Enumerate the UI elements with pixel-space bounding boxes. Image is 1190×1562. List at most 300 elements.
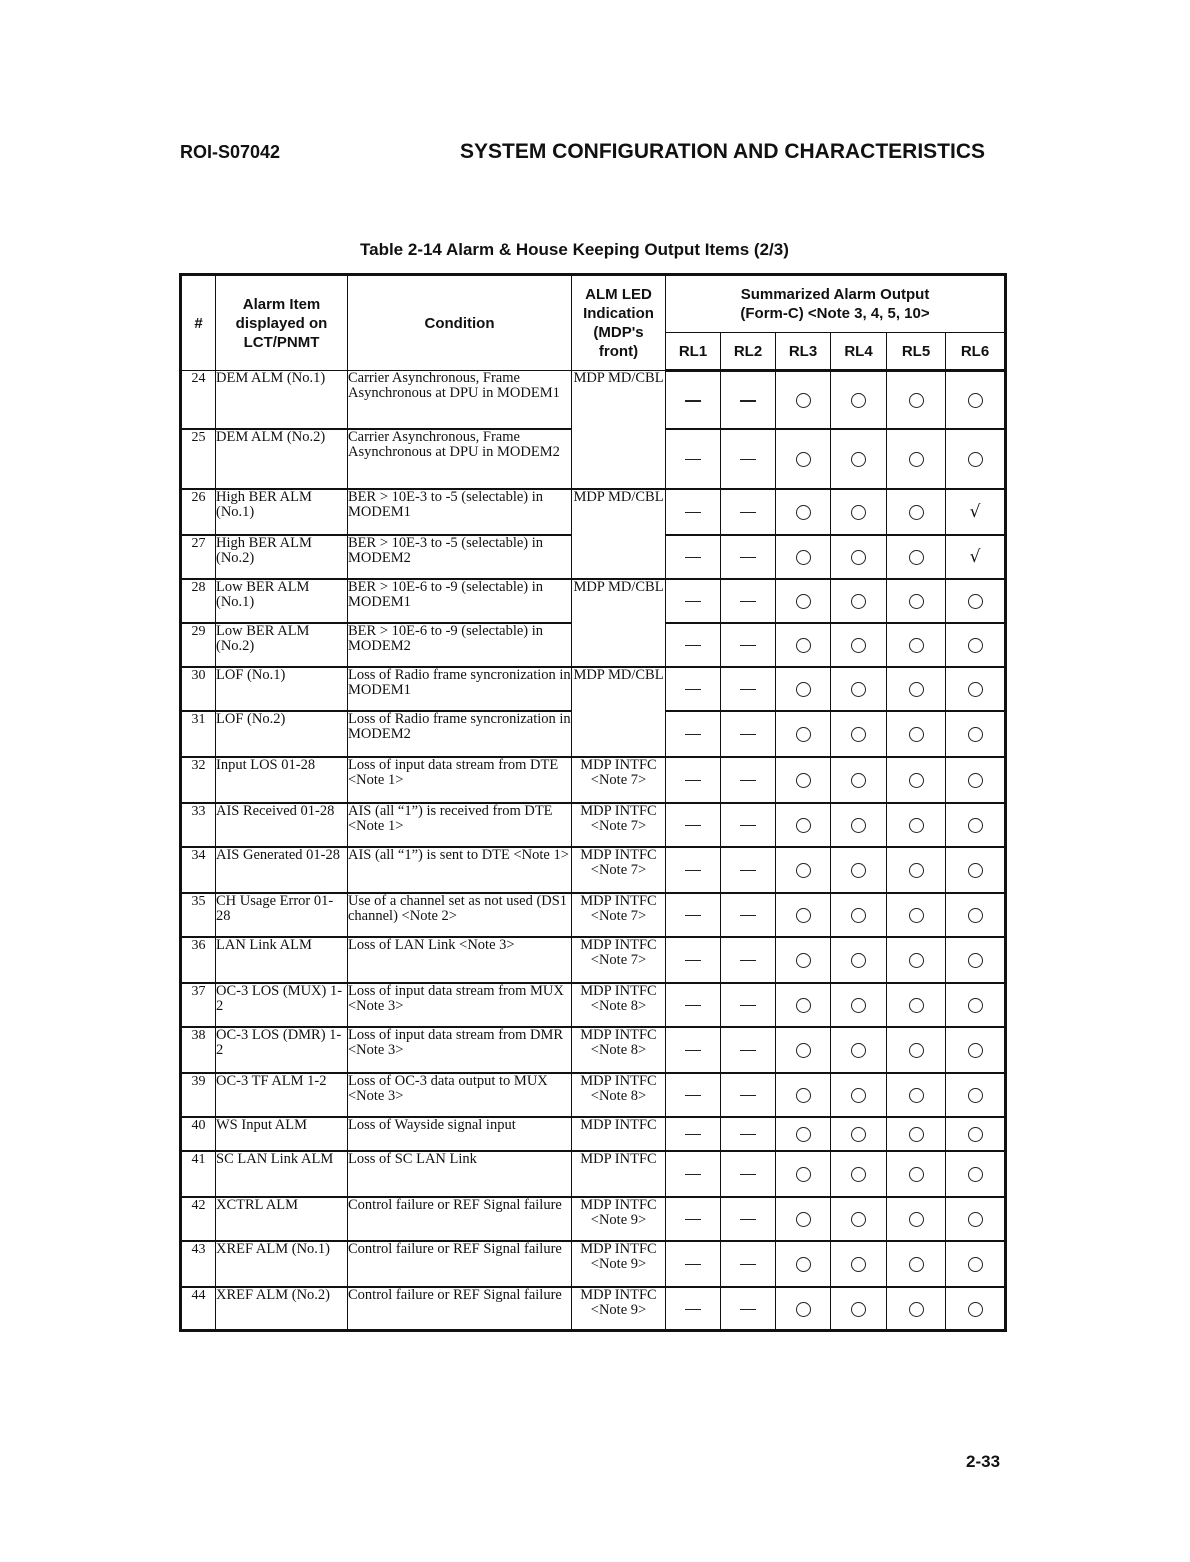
relay-cell-rl4	[831, 535, 887, 579]
relay-cell-rl2	[721, 847, 776, 893]
relay-cell-rl1	[666, 371, 721, 429]
relay-cell-rl5	[887, 1073, 946, 1117]
circle-mark	[968, 638, 983, 653]
relay-cell-rl2	[721, 1117, 776, 1151]
table-row	[181, 371, 1006, 429]
relay-cell-rl6	[946, 1117, 1006, 1151]
table-row	[181, 847, 1006, 893]
relay-cell-rl2	[721, 1027, 776, 1073]
circle-mark	[851, 953, 866, 968]
circle-mark	[909, 1127, 924, 1142]
relay-cell-rl2	[721, 371, 776, 429]
relay-cell-rl2	[721, 535, 776, 579]
relay-cell-rl3	[776, 489, 831, 535]
table-body	[181, 371, 1006, 1331]
circle-mark	[796, 953, 811, 968]
circle-mark	[968, 452, 983, 467]
relay-cell-rl6	[946, 579, 1006, 623]
dash-mark	[740, 459, 756, 461]
row-number: 25	[181, 429, 216, 489]
table-row	[181, 579, 1006, 623]
table-caption: Table 2-14 Alarm & House Keeping Output Items (2/3)	[360, 240, 789, 259]
dash-mark	[740, 915, 756, 917]
circle-mark	[968, 998, 983, 1013]
relay-cell-rl1	[666, 667, 721, 711]
row-number: 26	[181, 489, 216, 535]
dash-mark	[685, 915, 701, 917]
relay-cell-rl1	[666, 1287, 721, 1331]
alarm-condition: Control failure or REF Signal failure	[348, 1197, 572, 1241]
relay-cell-rl2	[721, 757, 776, 803]
circle-mark	[909, 1257, 924, 1272]
table-row	[181, 1117, 1006, 1151]
relay-cell-rl1	[666, 1241, 721, 1287]
circle-mark	[796, 727, 811, 742]
relay-cell-rl1	[666, 847, 721, 893]
relay-cell-rl1	[666, 803, 721, 847]
relay-cell-rl4	[831, 371, 887, 429]
table-row	[181, 1241, 1006, 1287]
circle-mark	[796, 908, 811, 923]
circle-mark	[909, 727, 924, 742]
row-number: 37	[181, 983, 216, 1027]
alarm-item: LOF (No.2)	[216, 711, 348, 757]
dash-mark	[685, 512, 701, 514]
circle-mark	[796, 505, 811, 520]
dash-mark	[685, 1264, 701, 1266]
relay-cell-rl6	[946, 1287, 1006, 1331]
column-header-rl3: RL3	[776, 333, 831, 371]
circle-mark	[796, 1167, 811, 1182]
column-header-num: #	[181, 275, 216, 371]
alarm-item: OC-3 LOS (DMR) 1-2	[216, 1027, 348, 1073]
relay-cell-rl3	[776, 711, 831, 757]
relay-cell-rl3	[776, 667, 831, 711]
circle-mark	[796, 1127, 811, 1142]
relay-cell-rl6	[946, 757, 1006, 803]
led-indication: MDP INTFC <Note 7>	[572, 893, 666, 937]
table-row	[181, 1151, 1006, 1197]
column-header-led: ALM LED Indication (MDP's front)	[572, 275, 666, 371]
row-number: 29	[181, 623, 216, 667]
relay-cell-rl1	[666, 1073, 721, 1117]
relay-cell-rl2	[721, 983, 776, 1027]
alarm-item: Input LOS 01-28	[216, 757, 348, 803]
dash-mark	[740, 1005, 756, 1007]
circle-mark	[796, 1302, 811, 1317]
circle-mark	[909, 393, 924, 408]
circle-mark	[851, 908, 866, 923]
dash-mark	[685, 1005, 701, 1007]
column-header-item: Alarm Item displayed on LCT/PNMT	[216, 275, 348, 371]
relay-cell-rl3	[776, 1117, 831, 1151]
dash-mark	[740, 1134, 756, 1136]
dash-mark	[740, 1174, 756, 1176]
alarm-item: AIS Generated 01-28	[216, 847, 348, 893]
alarm-condition: Loss of input data stream from DTE <Note 1>	[348, 757, 572, 803]
row-number: 43	[181, 1241, 216, 1287]
circle-mark	[851, 452, 866, 467]
relay-cell-rl1	[666, 429, 721, 489]
circle-mark	[851, 594, 866, 609]
relay-cell-rl5	[887, 371, 946, 429]
relay-cell-rl4	[831, 893, 887, 937]
dash-mark	[685, 734, 701, 736]
alarm-condition: Loss of Wayside signal input	[348, 1117, 572, 1151]
dash-mark	[685, 825, 701, 827]
led-indication: MDP INTFC <Note 7>	[572, 847, 666, 893]
alarm-item: AIS Received 01-28	[216, 803, 348, 847]
circle-mark	[796, 1043, 811, 1058]
alarm-condition: Loss of Radio frame syncronization in MODEM2	[348, 711, 572, 757]
circle-mark	[968, 1302, 983, 1317]
relay-cell-rl2	[721, 937, 776, 983]
circle-mark	[796, 863, 811, 878]
relay-cell-rl1	[666, 1117, 721, 1151]
relay-cell-rl2	[721, 623, 776, 667]
table-row	[181, 983, 1006, 1027]
alarm-item: SC LAN Link ALM	[216, 1151, 348, 1197]
circle-mark	[796, 638, 811, 653]
led-indication: MDP INTFC <Note 9>	[572, 1241, 666, 1287]
relay-cell-rl6	[946, 667, 1006, 711]
alarm-item: OC-3 TF ALM 1-2	[216, 1073, 348, 1117]
alarm-item: LOF (No.1)	[216, 667, 348, 711]
relay-cell-rl5	[887, 1027, 946, 1073]
relay-cell-rl5	[887, 1117, 946, 1151]
column-header-summary: Summarized Alarm Output (Form-C) <Note 3, 4, 5, 10>	[666, 275, 1006, 333]
circle-mark	[909, 908, 924, 923]
alarm-item: OC-3 LOS (MUX) 1-2	[216, 983, 348, 1027]
relay-cell-rl3	[776, 429, 831, 489]
document-id: ROI-S07042	[180, 142, 281, 162]
circle-mark	[909, 773, 924, 788]
column-header-rl6: RL6	[946, 333, 1006, 371]
circle-mark	[909, 452, 924, 467]
row-number: 32	[181, 757, 216, 803]
row-number: 34	[181, 847, 216, 893]
dash-mark	[740, 960, 756, 962]
circle-mark	[851, 638, 866, 653]
relay-cell-rl1	[666, 579, 721, 623]
alarm-condition: Control failure or REF Signal failure	[348, 1287, 572, 1331]
circle-mark	[851, 1127, 866, 1142]
relay-cell-rl2	[721, 1197, 776, 1241]
row-number: 39	[181, 1073, 216, 1117]
relay-cell-rl5	[887, 937, 946, 983]
relay-cell-rl3	[776, 893, 831, 937]
circle-mark	[968, 1127, 983, 1142]
relay-cell-rl4	[831, 1117, 887, 1151]
circle-mark	[968, 953, 983, 968]
relay-cell-rl4	[831, 429, 887, 489]
circle-mark	[909, 863, 924, 878]
relay-cell-rl6	[946, 429, 1006, 489]
relay-cell-rl4	[831, 623, 887, 667]
relay-cell-rl6	[946, 535, 1006, 579]
column-header-rl5: RL5	[887, 333, 946, 371]
alarm-condition: Control failure or REF Signal failure	[348, 1241, 572, 1287]
dash-mark	[685, 1309, 701, 1311]
dash-mark	[685, 645, 701, 647]
relay-cell-rl5	[887, 711, 946, 757]
circle-mark	[796, 773, 811, 788]
alarm-condition: Loss of OC-3 data output to MUX <Note 3>	[348, 1073, 572, 1117]
relay-cell-rl6	[946, 1241, 1006, 1287]
relay-cell-rl3	[776, 803, 831, 847]
relay-cell-rl4	[831, 1027, 887, 1073]
dash-mark	[685, 400, 701, 402]
relay-cell-rl1	[666, 711, 721, 757]
relay-cell-rl4	[831, 667, 887, 711]
circle-mark	[851, 505, 866, 520]
relay-cell-rl3	[776, 983, 831, 1027]
table-row	[181, 937, 1006, 983]
relay-cell-rl6	[946, 893, 1006, 937]
led-indication: MDP INTFC <Note 7>	[572, 757, 666, 803]
row-number: 35	[181, 893, 216, 937]
dash-mark	[740, 870, 756, 872]
led-indication: MDP INTFC	[572, 1151, 666, 1197]
alarm-condition: BER > 10E-3 to -5 (selectable) in MODEM2	[348, 535, 572, 579]
dash-mark	[685, 1095, 701, 1097]
circle-mark	[851, 773, 866, 788]
check-mark: √	[969, 501, 981, 522]
alarm-condition: BER > 10E-6 to -9 (selectable) in MODEM1	[348, 579, 572, 623]
alarm-condition: Loss of LAN Link <Note 3>	[348, 937, 572, 983]
circle-mark	[796, 1212, 811, 1227]
circle-mark	[909, 1043, 924, 1058]
circle-mark	[796, 550, 811, 565]
page-number: 2-33	[966, 1452, 1001, 1471]
relay-cell-rl5	[887, 1197, 946, 1241]
circle-mark	[968, 818, 983, 833]
circle-mark	[851, 550, 866, 565]
relay-cell-rl5	[887, 1241, 946, 1287]
circle-mark	[909, 1088, 924, 1103]
alarm-item: XCTRL ALM	[216, 1197, 348, 1241]
row-number: 40	[181, 1117, 216, 1151]
dash-mark	[685, 1174, 701, 1176]
relay-cell-rl5	[887, 757, 946, 803]
relay-cell-rl5	[887, 1151, 946, 1197]
relay-cell-rl3	[776, 1287, 831, 1331]
circle-mark	[851, 818, 866, 833]
check-mark: √	[969, 546, 981, 567]
circle-mark	[909, 1167, 924, 1182]
circle-mark	[851, 1043, 866, 1058]
circle-mark	[968, 908, 983, 923]
relay-cell-rl2	[721, 711, 776, 757]
relay-cell-rl3	[776, 1073, 831, 1117]
relay-cell-rl6	[946, 711, 1006, 757]
relay-cell-rl2	[721, 1151, 776, 1197]
relay-cell-rl6	[946, 1073, 1006, 1117]
relay-cell-rl1	[666, 983, 721, 1027]
circle-mark	[968, 1257, 983, 1272]
relay-cell-rl2	[721, 1287, 776, 1331]
relay-cell-rl6	[946, 847, 1006, 893]
circle-mark	[909, 682, 924, 697]
relay-cell-rl1	[666, 1151, 721, 1197]
relay-cell-rl4	[831, 1197, 887, 1241]
row-number: 38	[181, 1027, 216, 1073]
dash-mark	[740, 1219, 756, 1221]
relay-cell-rl3	[776, 757, 831, 803]
relay-cell-rl6	[946, 937, 1006, 983]
relay-cell-rl2	[721, 489, 776, 535]
dash-mark	[740, 1050, 756, 1052]
relay-cell-rl6	[946, 623, 1006, 667]
relay-cell-rl4	[831, 1151, 887, 1197]
alarm-condition: AIS (all “1”) is sent to DTE <Note 1>	[348, 847, 572, 893]
row-number: 33	[181, 803, 216, 847]
relay-cell-rl4	[831, 1241, 887, 1287]
relay-cell-rl6	[946, 1197, 1006, 1241]
relay-cell-rl1	[666, 893, 721, 937]
table-row	[181, 489, 1006, 535]
page-header-title: SYSTEM CONFIGURATION AND CHARACTERISTICS	[460, 140, 985, 163]
relay-cell-rl6	[946, 371, 1006, 429]
circle-mark	[909, 1212, 924, 1227]
relay-cell-rl3	[776, 535, 831, 579]
dash-mark	[685, 870, 701, 872]
relay-cell-rl2	[721, 1241, 776, 1287]
circle-mark	[851, 1088, 866, 1103]
circle-mark	[851, 1212, 866, 1227]
relay-cell-rl5	[887, 535, 946, 579]
relay-cell-rl5	[887, 667, 946, 711]
circle-mark	[968, 1088, 983, 1103]
dash-mark	[740, 689, 756, 691]
led-indication: MDP INTFC <Note 8>	[572, 1073, 666, 1117]
circle-mark	[909, 953, 924, 968]
circle-mark	[968, 682, 983, 697]
circle-mark	[851, 1167, 866, 1182]
circle-mark	[851, 1302, 866, 1317]
alarm-condition: Carrier Asynchronous, Frame Asynchronous at DPU in MODEM1	[348, 371, 572, 429]
relay-cell-rl3	[776, 1027, 831, 1073]
circle-mark	[851, 1257, 866, 1272]
circle-mark	[968, 1212, 983, 1227]
alarm-condition: AIS (all “1”) is received from DTE <Note 1>	[348, 803, 572, 847]
alarm-condition: Loss of Radio frame syncronization in MODEM1	[348, 667, 572, 711]
dash-mark	[685, 557, 701, 559]
relay-cell-rl2	[721, 667, 776, 711]
table-row	[181, 667, 1006, 711]
table-row	[181, 1197, 1006, 1241]
relay-cell-rl3	[776, 579, 831, 623]
row-number: 27	[181, 535, 216, 579]
row-number: 44	[181, 1287, 216, 1331]
relay-cell-rl5	[887, 579, 946, 623]
relay-cell-rl2	[721, 803, 776, 847]
alarm-condition: BER > 10E-3 to -5 (selectable) in MODEM1	[348, 489, 572, 535]
table-row	[181, 803, 1006, 847]
table-row	[181, 1073, 1006, 1117]
row-number: 41	[181, 1151, 216, 1197]
circle-mark	[909, 638, 924, 653]
relay-cell-rl4	[831, 579, 887, 623]
led-indication: MDP INTFC <Note 9>	[572, 1197, 666, 1241]
alarm-item: CH Usage Error 01-28	[216, 893, 348, 937]
alarm-condition: Use of a channel set as not used (DS1 channel) <Note 2>	[348, 893, 572, 937]
circle-mark	[909, 1302, 924, 1317]
relay-cell-rl4	[831, 757, 887, 803]
circle-mark	[796, 393, 811, 408]
row-number: 24	[181, 371, 216, 429]
row-number: 30	[181, 667, 216, 711]
relay-cell-rl2	[721, 429, 776, 489]
relay-cell-rl1	[666, 623, 721, 667]
alarm-item: DEM ALM (No.2)	[216, 429, 348, 489]
dash-mark	[740, 1309, 756, 1311]
relay-cell-rl5	[887, 893, 946, 937]
relay-cell-rl3	[776, 1151, 831, 1197]
relay-cell-rl2	[721, 1073, 776, 1117]
circle-mark	[968, 727, 983, 742]
dash-mark	[685, 459, 701, 461]
column-header-rl2: RL2	[721, 333, 776, 371]
row-number: 28	[181, 579, 216, 623]
dash-mark	[740, 734, 756, 736]
row-number: 36	[181, 937, 216, 983]
led-indication: MDP INTFC <Note 7>	[572, 937, 666, 983]
circle-mark	[851, 998, 866, 1013]
dash-mark	[685, 1219, 701, 1221]
alarm-output-table	[179, 273, 1007, 1332]
alarm-item: XREF ALM (No.1)	[216, 1241, 348, 1287]
relay-cell-rl4	[831, 937, 887, 983]
alarm-condition: Carrier Asynchronous, Frame Asynchronous at DPU in MODEM2	[348, 429, 572, 489]
led-indication: MDP INTFC <Note 9>	[572, 1287, 666, 1331]
dash-mark	[685, 960, 701, 962]
circle-mark	[851, 863, 866, 878]
relay-cell-rl5	[887, 847, 946, 893]
relay-cell-rl2	[721, 893, 776, 937]
relay-cell-rl4	[831, 489, 887, 535]
alarm-item: Low BER ALM (No.2)	[216, 623, 348, 667]
relay-cell-rl1	[666, 489, 721, 535]
led-indication: MDP INTFC	[572, 1117, 666, 1151]
row-number: 42	[181, 1197, 216, 1241]
relay-cell-rl3	[776, 937, 831, 983]
relay-cell-rl3	[776, 623, 831, 667]
circle-mark	[796, 1257, 811, 1272]
relay-cell-rl3	[776, 1241, 831, 1287]
relay-cell-rl1	[666, 535, 721, 579]
circle-mark	[909, 594, 924, 609]
relay-cell-rl1	[666, 757, 721, 803]
circle-mark	[851, 682, 866, 697]
led-indication: MDP INTFC <Note 8>	[572, 1027, 666, 1073]
circle-mark	[796, 682, 811, 697]
relay-cell-rl6	[946, 1151, 1006, 1197]
circle-mark	[796, 1088, 811, 1103]
relay-cell-rl4	[831, 847, 887, 893]
column-header-rl4: RL4	[831, 333, 887, 371]
column-header-rl1: RL1	[666, 333, 721, 371]
dash-mark	[740, 1095, 756, 1097]
alarm-item: WS Input ALM	[216, 1117, 348, 1151]
dash-mark	[740, 1264, 756, 1266]
table-row	[181, 1027, 1006, 1073]
dash-mark	[740, 512, 756, 514]
alarm-item: Low BER ALM (No.1)	[216, 579, 348, 623]
circle-mark	[909, 998, 924, 1013]
relay-cell-rl6	[946, 489, 1006, 535]
circle-mark	[796, 594, 811, 609]
